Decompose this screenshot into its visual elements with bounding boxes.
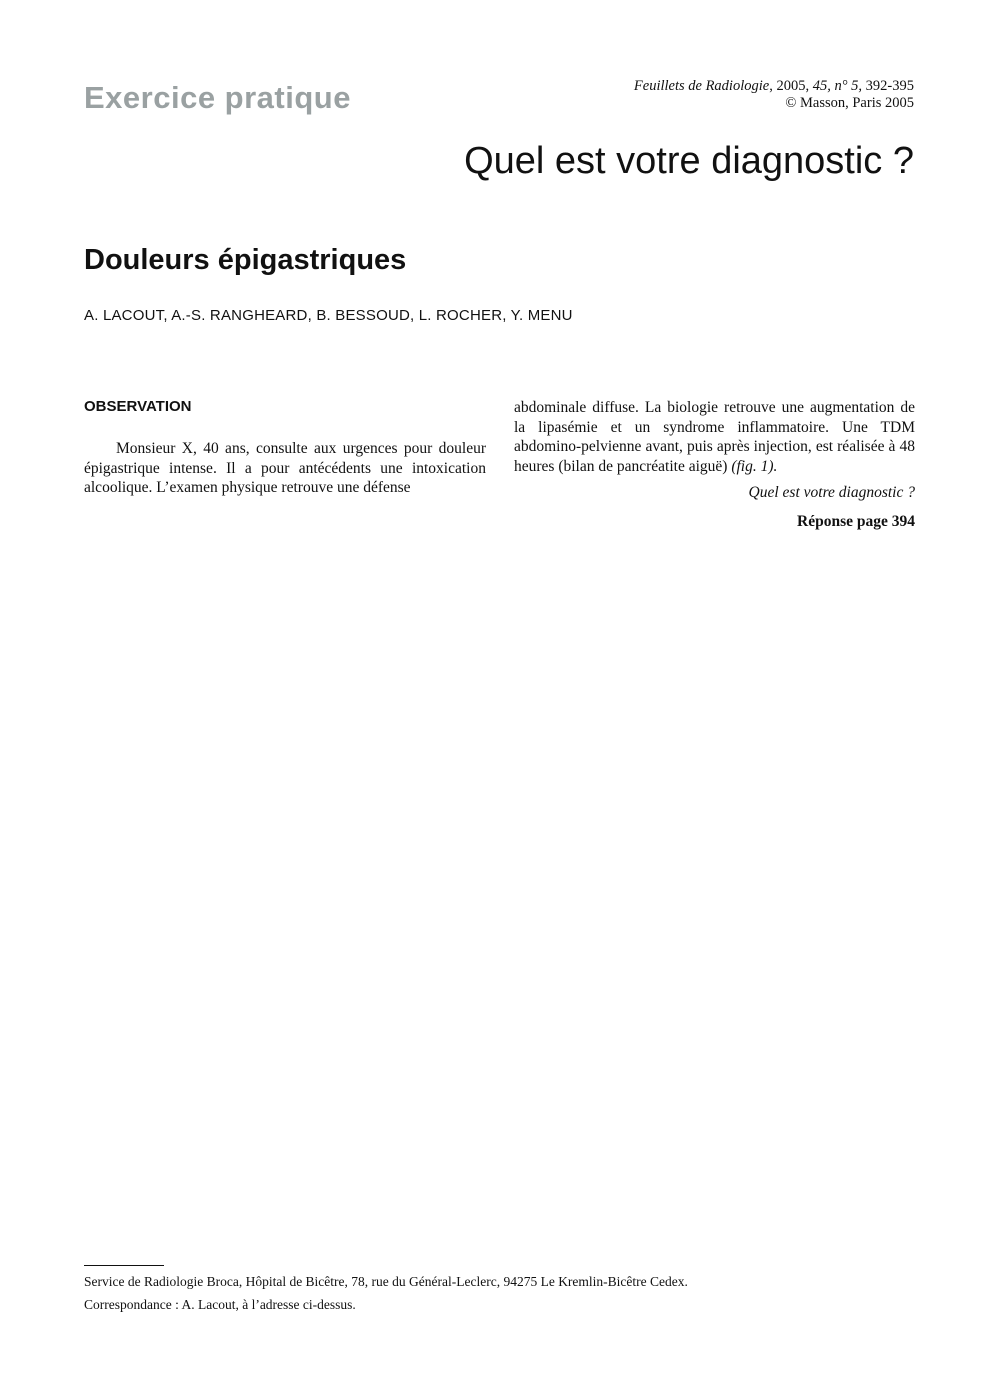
article-title: Douleurs épigastriques <box>84 244 407 276</box>
answer-page-link[interactable]: Réponse page 394 <box>797 513 915 530</box>
section-label: Exercice pratique <box>84 80 351 115</box>
journal-citation <box>634 78 914 112</box>
observation-paragraph-left: Monsieur X, 40 ans, consulte aux urgences pour douleur épigastrique intense. Il a pour antécédents une intoxication alcoolique. L’examen physique retrouve une défense <box>84 440 486 496</box>
left-column <box>84 398 486 498</box>
observation-paragraph-right <box>514 398 915 476</box>
journal-name: Feuillets de Radiologie <box>633 78 770 94</box>
copyright: © Masson, Paris 2005 <box>785 95 914 111</box>
figure-reference: (fig. 1). <box>731 457 778 475</box>
volume-issue: 45, n° 5, <box>812 78 863 94</box>
authors: A. LACOUT, A.-S. RANGHEARD, B. BESSOUD, L. ROCHER, Y. MENU <box>84 307 573 324</box>
affiliation-address: Service de Radiologie Broca, Hôpital de Bicêtre, 78, rue du Général-Leclerc, 94275 Le Kremlin-Bicêtre Cedex. <box>84 1274 688 1289</box>
footnotes <box>84 1270 688 1316</box>
diagnostic-question: Quel est votre diagnostic ? <box>748 484 915 501</box>
right-column <box>514 398 915 531</box>
page-range: 392-395 <box>862 78 914 94</box>
paragraph-right-text: abdominale diffuse. La biologie retrouve une augmentation de la lipasémie et un syndrome inflammatoire. Une TDM abdomino-pelvienne avant, puis après injection, est réalisée à 48 heures (bilan de pancréatite aiguë) <box>514 399 915 475</box>
correspondence: Correspondance : A. Lacout, à l’adresse ci-dessus. <box>84 1297 356 1312</box>
rubric-title: Quel est votre diagnostic ? <box>464 140 914 182</box>
observation-heading: OBSERVATION <box>84 398 192 415</box>
footnote-divider <box>84 1265 164 1266</box>
citation-line <box>634 78 914 95</box>
citation-year: , 2005, <box>769 78 813 94</box>
